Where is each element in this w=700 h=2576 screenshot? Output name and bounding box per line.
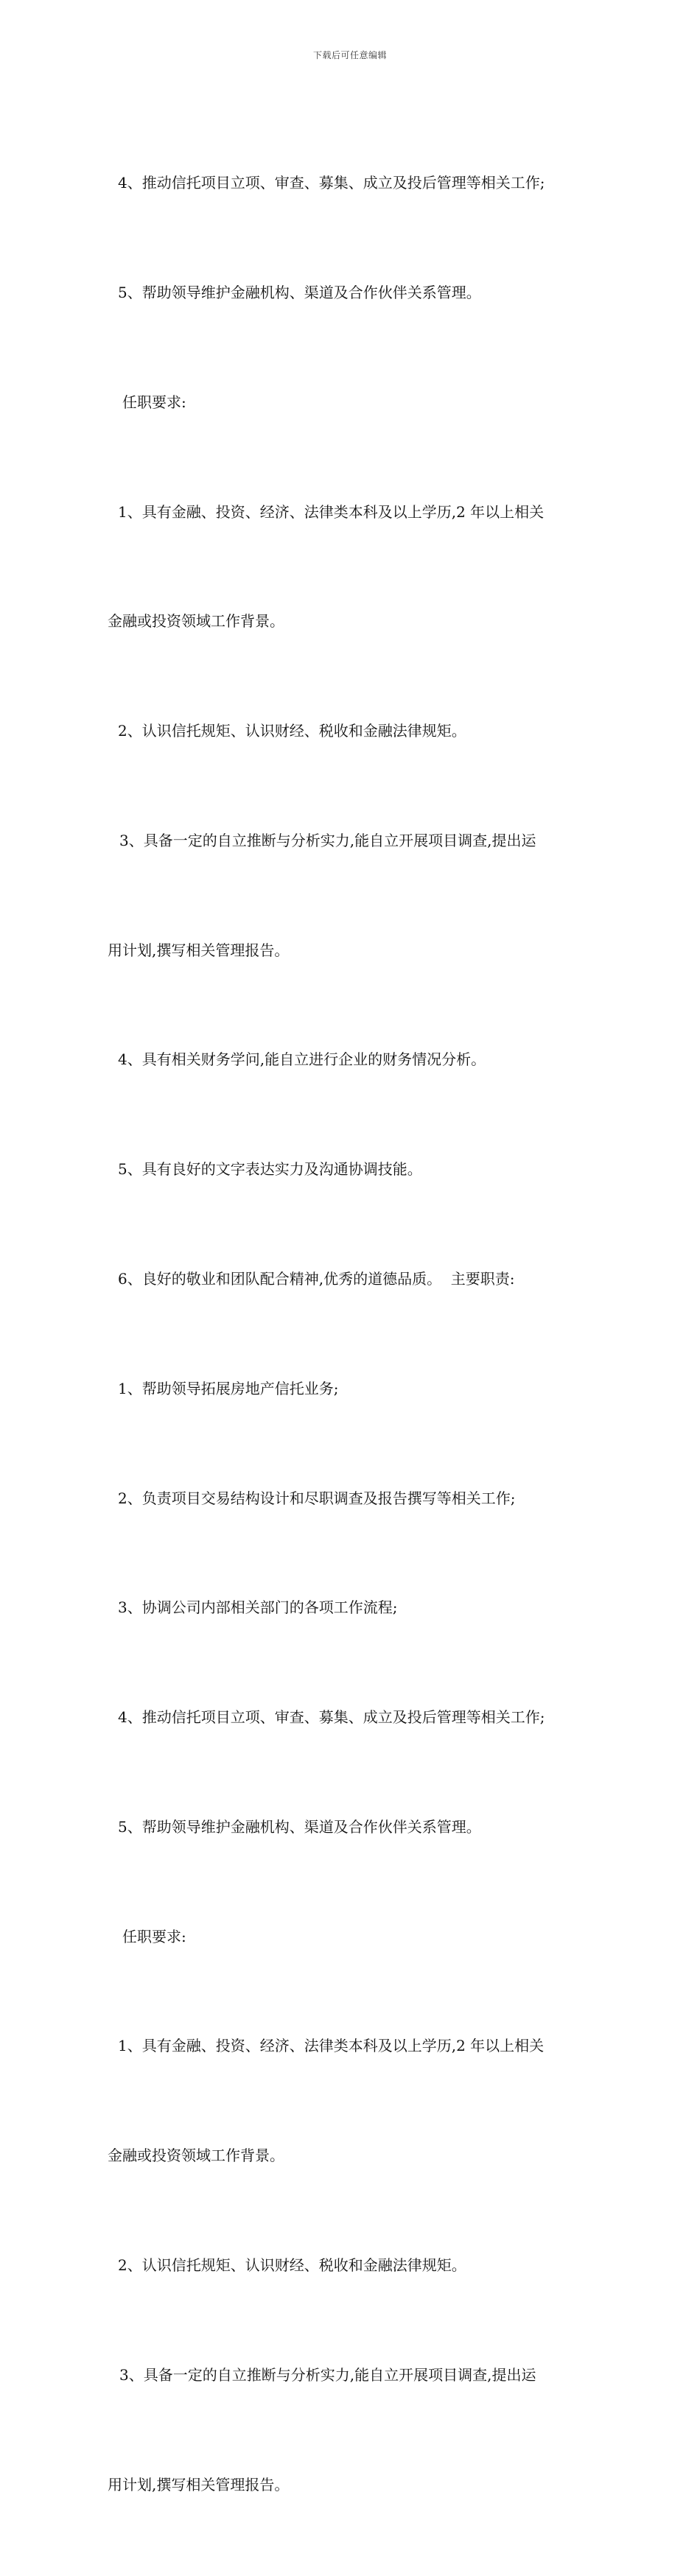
paragraph-line: 1、具有金融、投资、经济、法律类本科及以上学历,2 年以上相关 (118, 2037, 545, 2055)
paragraph-line: 2、认识信托规矩、认识财经、税收和金融法律规矩。 (118, 722, 466, 740)
paragraph-line: 6、良好的敬业和团队配合精神,优秀的道德品质。 主要职责: (118, 1270, 515, 1288)
paragraph-line: 金融或投资领域工作背景。 (108, 2147, 284, 2165)
paragraph-line: 5、帮助领导维护金融机构、渠道及合作伙伴关系管理。 (118, 283, 481, 301)
paragraph-line: 3、具备一定的自立推断与分析实力,能自立开展项目调查,提出运 (119, 2365, 536, 2384)
paragraph-line: 4、推动信托项目立项、审查、募集、成立及投后管理等相关工作; (118, 174, 545, 192)
paragraph-line: 1、具有金融、投资、经济、法律类本科及以上学历,2 年以上相关 (118, 502, 545, 521)
paragraph-line: 4、推动信托项目立项、审查、募集、成立及投后管理等相关工作; (118, 1708, 545, 1727)
document-body (108, 92, 603, 2576)
paragraph-line: 1、帮助领导拓展房地产信托业务; (118, 1379, 339, 1397)
section-heading: 任职要求: (122, 393, 186, 411)
paragraph-line: 3、协调公司内部相关部门的各项工作流程; (118, 1598, 398, 1617)
paragraph-line: 用计划,撰写相关管理报告。 (108, 941, 290, 959)
page-header: 下载后可任意编辑 (312, 50, 387, 60)
paragraph-line: 5、帮助领导维护金融机构、渠道及合作伙伴关系管理。 (118, 1817, 481, 1836)
paragraph-line: 用计划,撰写相关管理报告。 (108, 2475, 290, 2493)
section-heading: 任职要求: (122, 1927, 186, 1945)
paragraph-line: 2、认识信托规矩、认识财经、税收和金融法律规矩。 (118, 2256, 466, 2275)
paragraph-line: 4、具有相关财务学问,能自立进行企业的财务情况分析。 (118, 1050, 486, 1069)
paragraph-line: 5、具有良好的文字表达实力及沟通协调技能。 (118, 1160, 422, 1179)
paragraph-line: 3、具备一定的自立推断与分析实力,能自立开展项目调查,提出运 (119, 831, 536, 849)
paragraph-line: 金融或投资领域工作背景。 (108, 612, 284, 631)
paragraph-line: 2、负责项目交易结构设计和尽职调查及报告撰写等相关工作; (118, 1489, 516, 1507)
